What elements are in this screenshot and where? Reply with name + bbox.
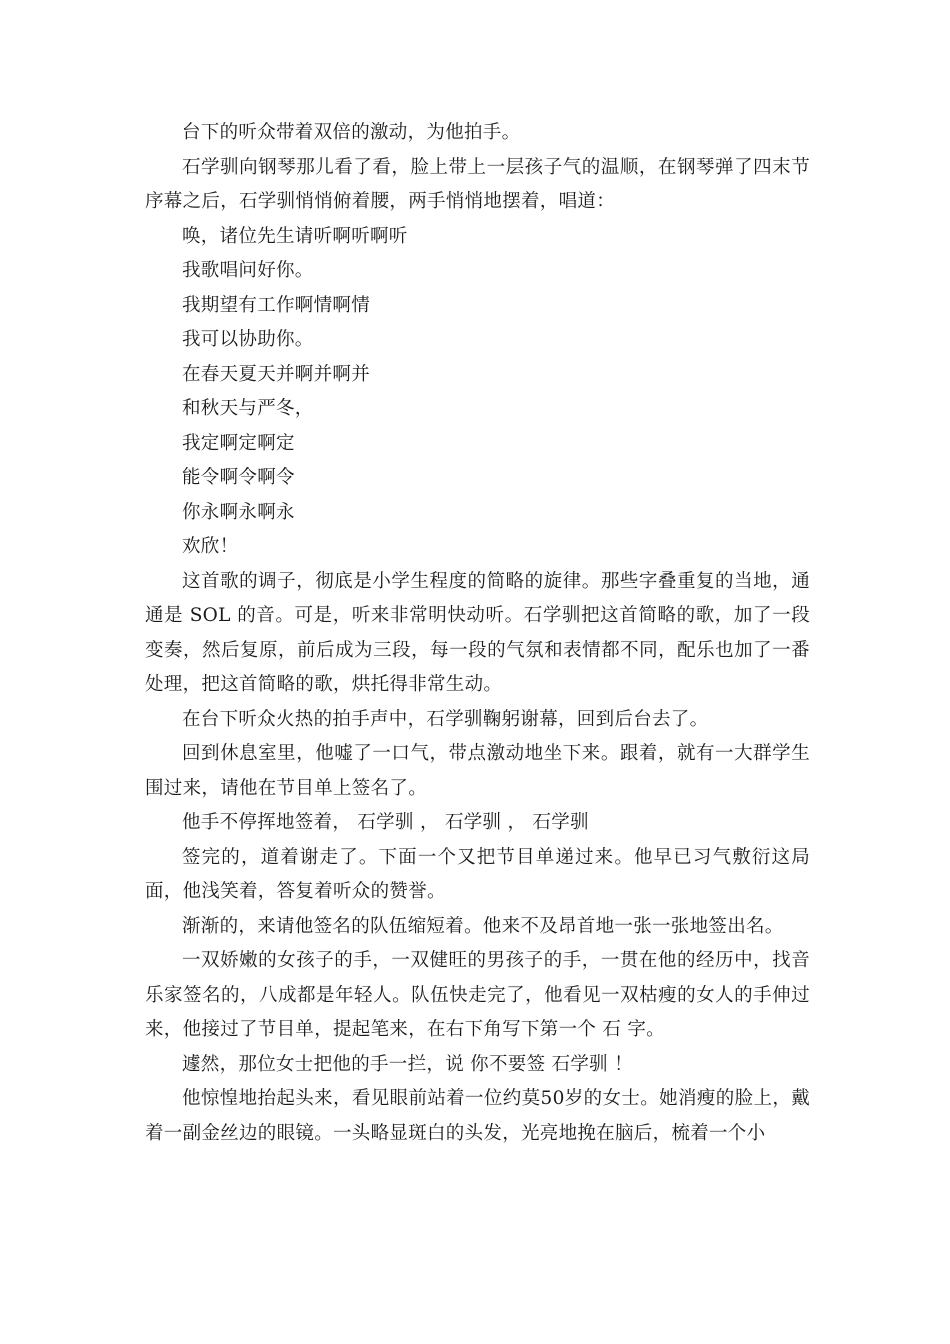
song-lyric-line: 我歌唱问好你。 [182, 260, 314, 281]
song-lyric-line: 你永啊永啊永 [182, 501, 295, 523]
song-lyric-line: 能令啊令啊令 [182, 467, 295, 488]
song-lyric-line: 唤，诸位先生请听啊听啊听 [182, 225, 408, 247]
song-lyric-line: 我期望有工作啊情啊情 [182, 294, 371, 316]
paragraph: 这首歌的调子，彻底是小学生程度的简略的旋律。那些字叠重复的当地，通通是 SOL 的音。可是，听来非常明快动听。石学驯把这首简略的歌，加了一段变奏，然后复原，前后成为三段，每一段的气氛和表情都不同，配乐也加了一番处理，把这首简略的歌，烘托得非常生动。 [145, 570, 810, 695]
paragraph: 渐渐的，来请他签名的队伍缩短着。他来不及昂首地一张一张地签出名。 [182, 915, 784, 937]
paragraph: 他手不停挥地签着， 石学驯 ， 石学驯 ， 石学驯 [182, 812, 589, 833]
paragraph: 台下的听众带着双倍的激动，为他拍手。 [182, 122, 521, 143]
song-lyric-line: 和秋天与严冬， [182, 398, 314, 419]
song-lyric-line: 我可以协助你。 [182, 329, 314, 350]
song-lyric-line: 我定啊定啊定 [182, 432, 295, 454]
paragraph: 石学驯向钢琴那儿看了看，脸上带上一层孩子气的温顺，在钢琴弹了四末节序幕之后，石学驯悄悄俯着腰，两手悄悄地摆着，唱道： [145, 156, 810, 212]
paragraph: 签完的，道着谢走了。下面一个又把节目单递过来。他早已习气敷衍这局面，他浅笑着，答复着听众的赞誉。 [145, 846, 810, 902]
song-lyric-line: 在春天夏天并啊并啊并 [182, 363, 371, 385]
paragraph: 在台下听众火热的拍手声中，石学驯鞠躬谢幕，回到后台去了。 [182, 708, 709, 730]
paragraph: 回到休息室里，他嘘了一口气，带点激动地坐下来。跟着，就有一大群学生围过来，请他在节目单上签名了。 [145, 743, 810, 799]
paragraph: 遽然，那位女士把他的手一拦，说 你不要签 石学驯 ！ [182, 1053, 633, 1075]
paragraph: 他惊惶地抬起头来，看见眼前站着一位约莫50岁的女士。她消瘦的脸上，戴着一副金丝边的眼镜。一头略显斑白的头发，光亮地挽在脑后，梳着一个小 [145, 1088, 810, 1144]
story-text [145, 116, 810, 1151]
song-lyric-line: 欢欣！ [182, 536, 239, 557]
paragraph: 一双娇嫩的女孩子的手，一双健旺的男孩子的手，一贯在他的经历中，找音乐家签名的，八成都是年轻人。队伍快走完了，他看见一双枯瘦的女人的手伸过来，他接过了节目单，提起笔来，在右下角写下第一个 石 字。 [145, 950, 810, 1040]
